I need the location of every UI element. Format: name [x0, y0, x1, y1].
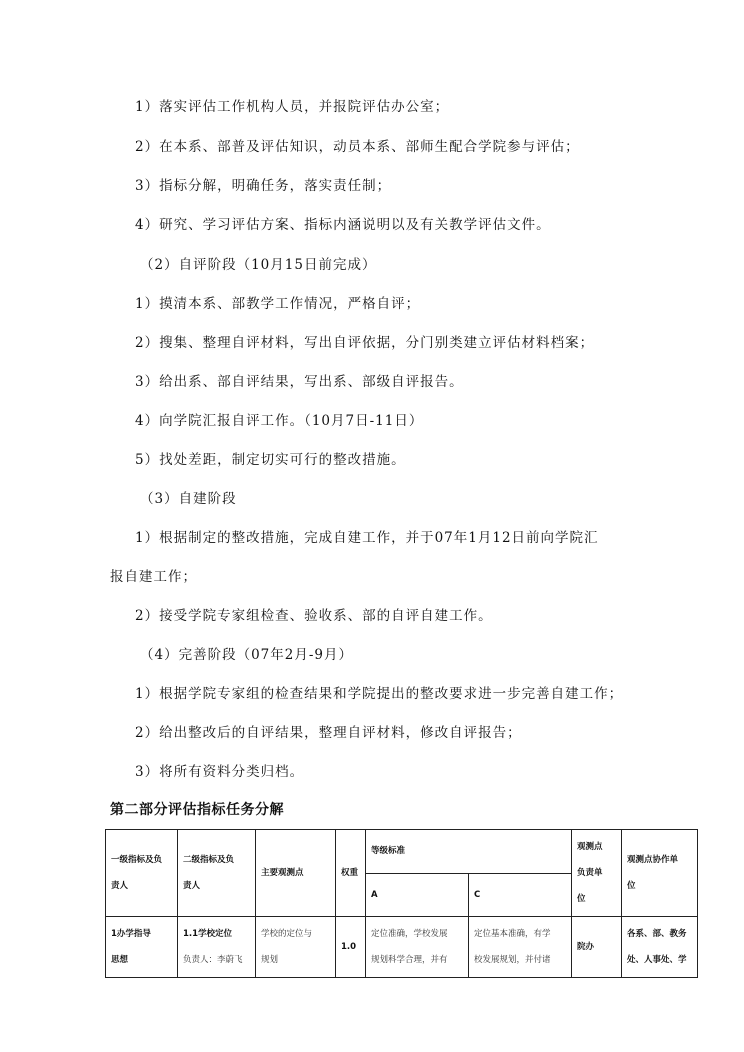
indicator-table — [105, 829, 698, 978]
header-weight: 权重 — [336, 830, 366, 917]
subsection-heading-2: （2）自评阶段（10月15日前完成） — [140, 257, 377, 273]
paragraph-4: 4）研究、学习评估方案、指标内涵说明以及有关教学评估文件。 — [135, 217, 551, 233]
header-responsible-unit: 观测点 负责单 位 — [572, 830, 622, 917]
paragraph-10: 5）找处差距，制定切实可行的整改措施。 — [135, 452, 406, 468]
cell-observation-point: 学校的定位与 规划 — [256, 917, 336, 978]
table-row — [106, 917, 698, 978]
paragraph-14: 2）接受学院专家组检查、验收系、部的自评自建工作。 — [135, 608, 493, 624]
paragraph-12-continued: 报自建工作； — [110, 569, 197, 585]
cell-grade-c: 定位基本准确，有学 校发展规划，并付诸 — [469, 917, 572, 978]
cell-grade-a: 定位准确，学校发展 规划科学合理，并有 — [366, 917, 469, 978]
header-grade-a: A — [366, 873, 469, 917]
header-grade-c: C — [469, 873, 572, 917]
paragraph-17: 2）给出整改后的自评结果，整理自评材料，修改自评报告； — [135, 725, 522, 741]
paragraph-3: 3）指标分解，明确任务，落实责任制； — [135, 178, 392, 194]
paragraph-7: 2）搜集、整理自评材料，写出自评依据，分门别类建立评估材料档案； — [135, 335, 595, 351]
header-level2: 二级指标及负 责人 — [178, 830, 256, 917]
paragraph-18: 3）将所有资料分类归档。 — [135, 764, 305, 780]
paragraph-9: 4）向学院汇报自评工作。（10月7日-11日） — [135, 413, 424, 429]
subsection-heading-4: （4）完善阶段（07年2月-9月） — [140, 647, 354, 663]
cell-responsible-unit: 院办 — [572, 917, 622, 978]
paragraph-1: 1）落实评估工作机构人员，并报院评估办公室； — [135, 99, 450, 115]
paragraph-12: 1）根据制定的整改措施，完成自建工作，并于07年1月12日前向学院汇 — [135, 530, 599, 546]
section-heading: 第二部分评估指标任务分解 — [110, 802, 284, 818]
paragraph-16: 1）根据学院专家组的检查结果和学院提出的整改要求进一步完善自建工作； — [135, 686, 624, 702]
cell-cooperating-unit: 各系、部、教务 处、人事处、学 — [622, 917, 698, 978]
header-observation-point: 主要观测点 — [256, 830, 336, 917]
cell-weight: 1.0 — [336, 917, 366, 978]
cell-level2: 1.1学校定位 负责人：李蔚飞 — [178, 917, 256, 978]
cell-level1: 1办学指导 思想 — [106, 917, 178, 978]
table-header-row — [106, 830, 698, 874]
paragraph-2: 2）在本系、部普及评估知识，动员本系、部师生配合学院参与评估； — [135, 139, 580, 155]
header-level1: 一级指标及负 责人 — [106, 830, 178, 917]
header-grade-standard: 等级标准 — [366, 830, 572, 874]
paragraph-8: 3）给出系、部自评结果，写出系、部级自评报告。 — [135, 374, 464, 390]
paragraph-6: 1）摸清本系、部教学工作情况，严格自评； — [135, 296, 421, 312]
header-cooperating-unit: 观测点协作单 位 — [622, 830, 698, 917]
subsection-heading-3: （3）自建阶段 — [140, 491, 237, 507]
